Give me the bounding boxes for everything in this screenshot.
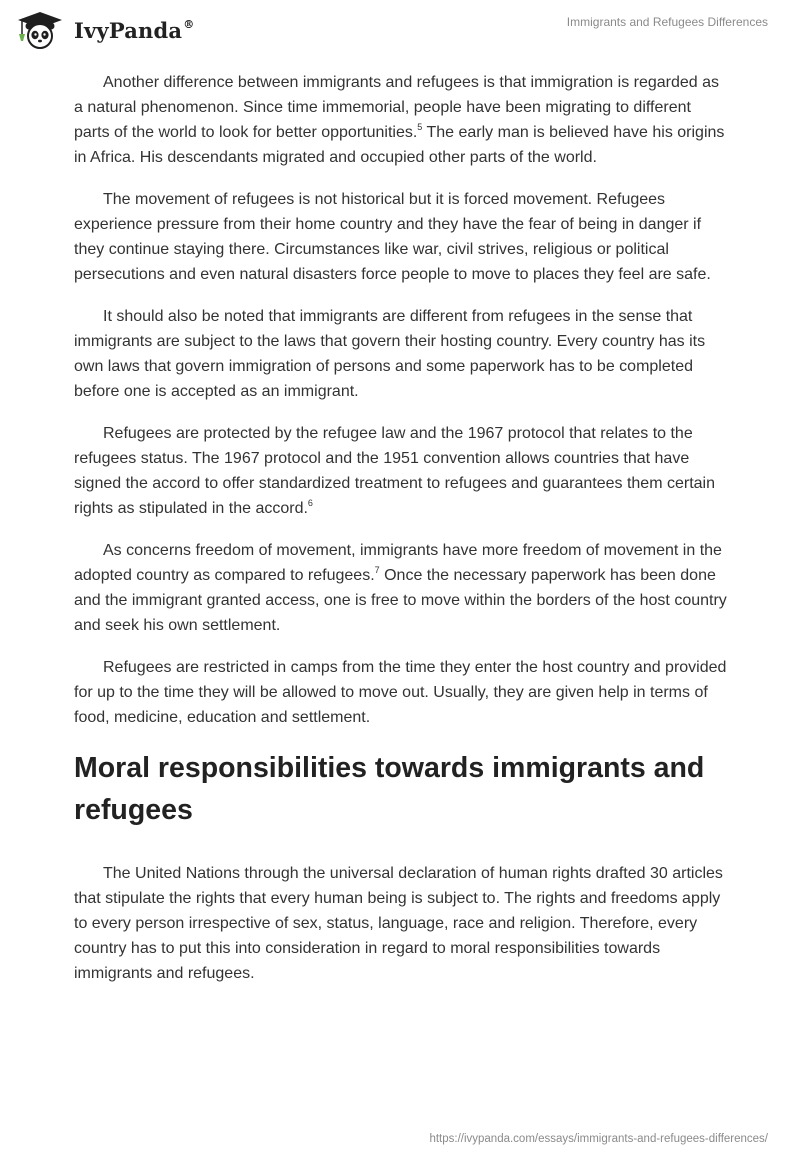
footnote-ref[interactable]: 7: [374, 565, 380, 575]
section-heading: Moral responsibilities towards immigrants and refugees: [74, 752, 705, 826]
document-title: Immigrants and Refugees Differences: [566, 15, 768, 29]
paragraph: As concerns freedom of movement, immigrants have more freedom of movement in the adopted country as compared to refugees.$^7$ Once the necessary paperwork has been done and the immigrant granted access, one is free to move within the borders of the host country and seek his own settlement.: [74, 542, 727, 634]
source-url[interactable]: https://ivypanda.com/essays/immigrants-and-refugees-differences/: [429, 1133, 768, 1145]
logo[interactable]: [14, 10, 194, 50]
paragraph: Refugees are restricted in camps from the time they enter the host country and provided for up to the time they will be allowed to move out. Usually, they are given help in terms of food, medicine, education and settlement.: [74, 659, 727, 726]
paragraph: The United Nations through the universal declaration of human rights drafted 30 articles that stipulate the rights that every human being is subject to. The rights and freedoms apply to every person irrespective of sex, status, language, race and religion. Therefore, every country has to put this into consideration in regard to moral responsibilities towards immigrants and refugees.: [74, 865, 723, 982]
paragraph: It should also be noted that immigrants are different from refugees in the sense that immigrants are subject to the laws that govern their hosting country. Every country has its own laws that govern immigration of persons and some paperwork has to be completed before one is accepted as an immigrant.: [74, 308, 706, 400]
paragraph: The movement of refugees is not historical but it is forced movement. Refugees experience pressure from their home country and they have the fear of being in danger if they continue staying there. Circumstances like war, civil strives, religious or political persecutions and even natural disasters force people to move to places they feel are safe.: [74, 191, 711, 283]
page-header: [0, 0, 800, 64]
logo-text: IvyPanda®: [74, 17, 195, 43]
panda-logo-icon: [14, 10, 66, 50]
paragraph: Another difference between immigrants and refugees is that immigration is regarded as a natural phenomenon. Since time immemorial, people have been migrating to different parts of the world to look for better opportunities.$^5$ The early man is believed have his origins in Africa. His descendants migrated and occupied other parts of the world.: [74, 74, 725, 166]
paragraph: Refugees are protected by the refugee law and the 1967 protocol that relates to the refugees status. The 1967 protocol and the 1951 convention allows countries that have signed the accord to offer standardized treatment to refugees and guarantees them certain rights as stipulated in the accord.$^6$: [74, 425, 715, 517]
essay-content: [74, 70, 729, 1003]
footnote-ref[interactable]: 6: [307, 498, 313, 508]
footnote-ref[interactable]: 5: [417, 122, 423, 132]
